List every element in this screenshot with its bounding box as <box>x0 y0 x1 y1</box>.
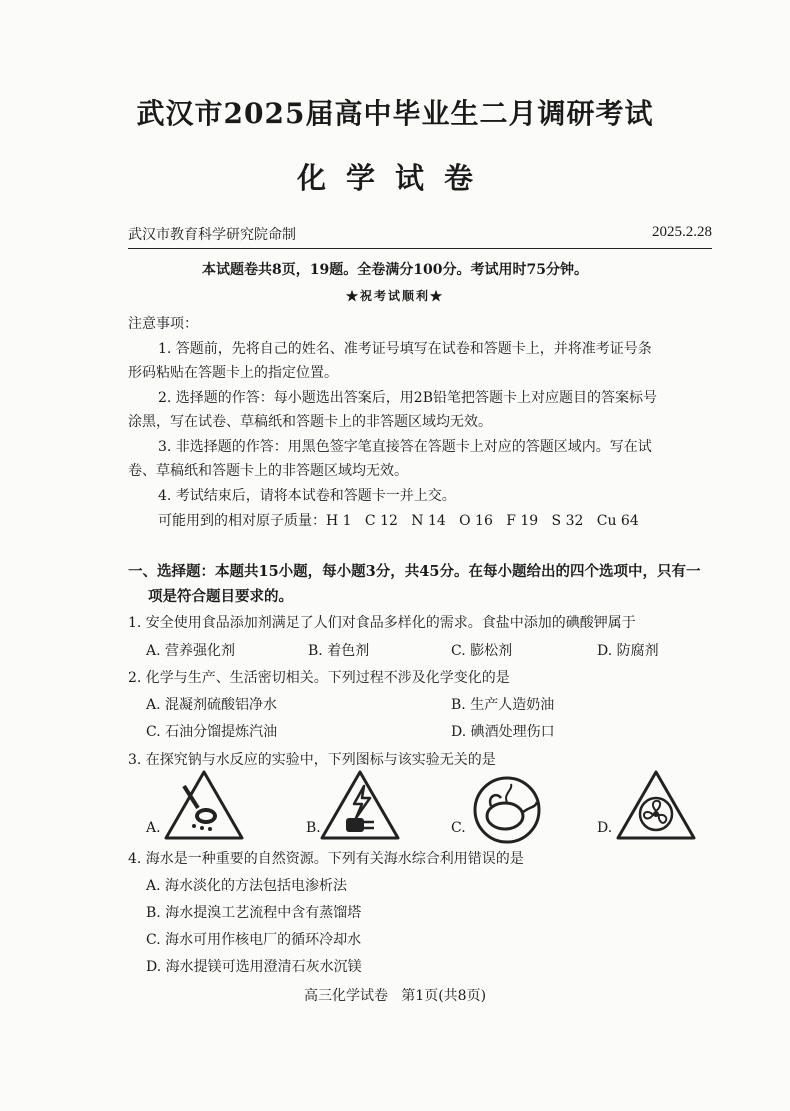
page-footer: 高三化学试卷 第1页(共8页) <box>303 988 487 1004</box>
question-stem: 2. 化学与生产、生活密切相关。下列过程不涉及化学变化的是 <box>128 670 510 686</box>
exam-title: 武汉市2025届高中毕业生二月调研考试 <box>136 97 654 130</box>
electric-hazard-icon <box>318 768 402 842</box>
option-a: A. <box>146 820 161 836</box>
header-divider <box>128 248 712 249</box>
notice-item: 1. 答题前，先将自己的姓名、准考证号填写在试卷和答题卡上，并将准考证号条 <box>158 341 652 357</box>
option-a: A. 海水淡化的方法包括电渗析法 <box>146 878 348 894</box>
notice-item: 2. 选择题的作答：每小题选出答案后，用2B铅笔把答题卡上对应题目的答案标号 <box>158 390 658 406</box>
section-heading-cont: 项是符合题目要求的。 <box>148 588 293 605</box>
hand-wash-icon <box>162 768 246 842</box>
option-b: B. 生产人造奶油 <box>451 697 555 713</box>
publisher: 武汉市教育科学研究院命制 <box>128 227 296 243</box>
hot-object-icon <box>467 772 551 846</box>
option-d: D. 海水提镁可选用澄清石灰水沉镁 <box>146 959 362 975</box>
good-luck-banner: ★祝考试顺利★ <box>345 289 444 303</box>
option-d: D. 碘酒处理伤口 <box>451 724 555 740</box>
option-c: C. <box>451 820 466 836</box>
question-stem: 4. 海水是一种重要的自然资源。下列有关海水综合利用错误的是 <box>128 851 524 867</box>
question-stem: 3. 在探究钠与水反应的实验中，下列图标与该实验无关的是 <box>128 752 496 768</box>
notice-item: 4. 考试结束后，请将本试卷和答题卡一并上交。 <box>158 488 456 504</box>
option-d: D. 防腐剂 <box>597 643 659 659</box>
exam-date: 2025.2.28 <box>652 224 712 240</box>
option-b: B. 着色剂 <box>308 643 370 659</box>
option-a: A. 混凝剂硫酸铝净水 <box>146 697 278 713</box>
notice-heading: 注意事项： <box>128 316 198 332</box>
option-c: C. 海水可用作核电厂的循环冷却水 <box>146 932 362 948</box>
option-c: C. 石油分馏提炼汽油 <box>146 724 278 740</box>
option-c: C. 膨松剂 <box>451 643 513 659</box>
option-b: B. <box>306 820 321 836</box>
question-stem: 1. 安全使用食品添加剂满足了人们对食品多样化的需求。食盐中添加的碘酸钾属于 <box>128 615 636 631</box>
atomic-masses: 可能用到的相对原子质量：H 1 C 12 N 14 O 16 F 19 S 32 Cu 64 <box>158 513 639 529</box>
notice-item-cont: 形码粘贴在答题卡上的指定位置。 <box>128 365 338 381</box>
notice-item-cont: 涂黑，写在试卷、草稿纸和答题卡上的非答题区域均无效。 <box>128 414 492 430</box>
exhaust-fan-icon <box>614 768 698 842</box>
exam-summary: 本试题卷共8页，19题。全卷满分100分。考试用时75分钟。 <box>202 262 588 278</box>
option-b: B. 海水提溴工艺流程中含有蒸馏塔 <box>146 905 362 921</box>
notice-item: 3. 非选择题的作答：用黑色签字笔直接答在答题卡上对应的答题区域内。写在试 <box>158 439 652 455</box>
notice-item-cont: 卷、草稿纸和答题卡上的非答题区域均无效。 <box>128 463 408 479</box>
exam-subtitle: 化学试卷 <box>296 161 493 195</box>
option-a: A. 营养强化剂 <box>146 643 236 659</box>
option-d: D. <box>597 820 613 836</box>
section-heading: 一、选择题：本题共15小题，每小题3分，共45分。在每小题给出的四个选项中，只有一 <box>128 563 701 580</box>
